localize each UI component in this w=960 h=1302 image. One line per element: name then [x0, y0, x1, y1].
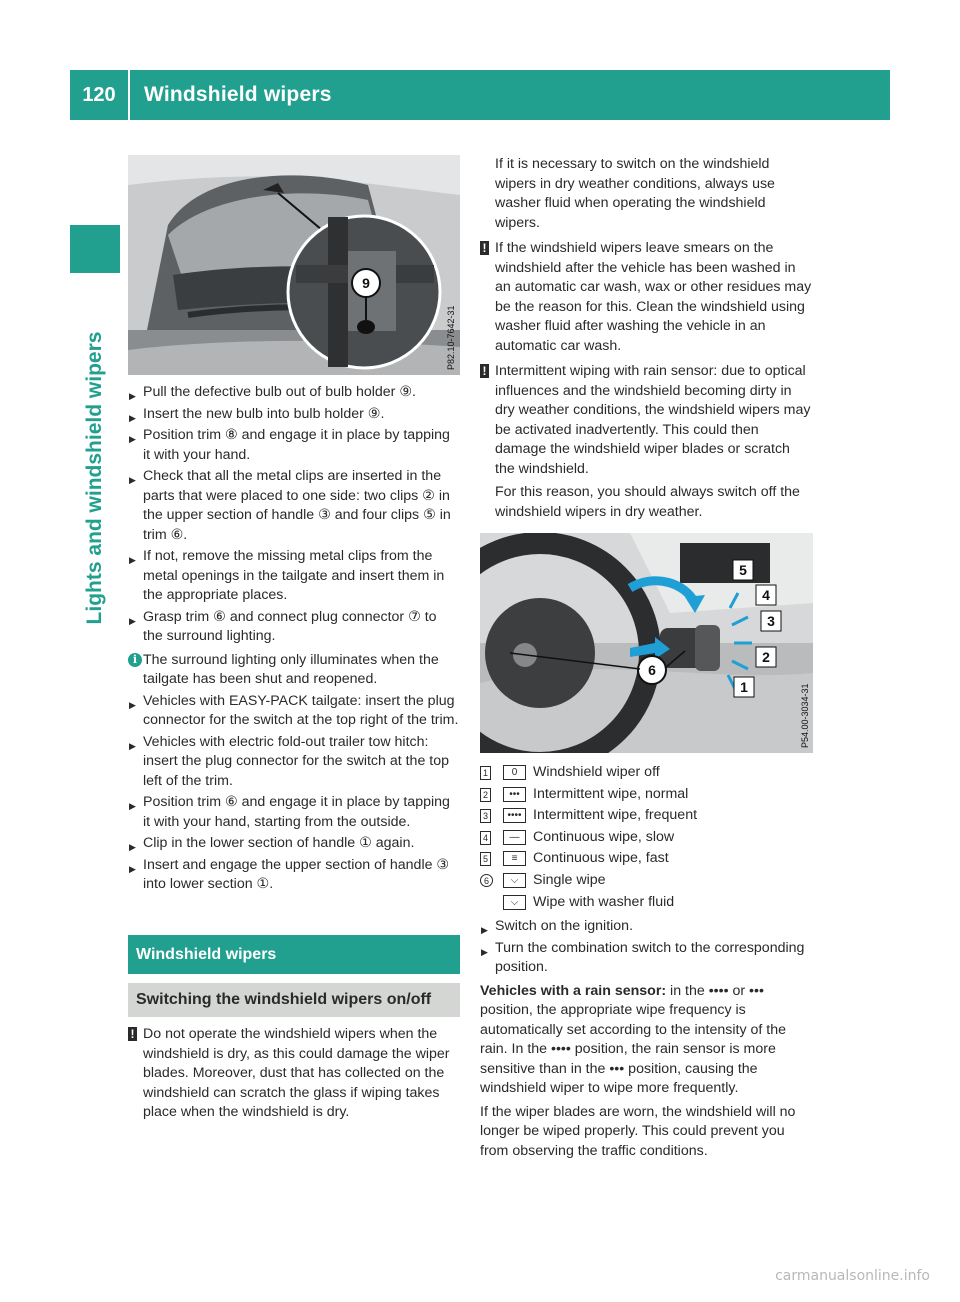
steps-list-b — [128, 692, 460, 895]
combination-switch-figure — [480, 533, 813, 753]
list-item: ▶ Pull the defective bulb out of bulb holder ⑨. — [128, 383, 460, 403]
list-item: ▶ Vehicles with EASY-PACK tailgate: insert the plug connector for the switch at the top right of the trim. — [128, 692, 460, 731]
left-column — [128, 155, 460, 1123]
legend-text: Intermittent wipe, frequent — [533, 807, 698, 824]
svg-text:9: 9 — [362, 275, 370, 291]
steps-list-c — [480, 917, 813, 978]
intermittent-frequent-icon: •••• — [503, 808, 526, 823]
tailgate-bulb-figure — [128, 155, 460, 375]
svg-text:2: 2 — [762, 649, 770, 665]
legend-number: 3 — [480, 809, 491, 823]
legend-row — [480, 785, 813, 807]
rain-sensor-paragraph — [480, 982, 813, 1099]
info-note — [128, 651, 460, 690]
svg-text:1: 1 — [740, 679, 748, 695]
closing-paragraph: If the wiper blades are worn, the windshield will no longer be wiped properly. This could prevent you from observing the traffic conditions. — [480, 1103, 796, 1159]
info-icon: i — [128, 653, 142, 667]
figure-code: P82.10-7642-31 — [446, 305, 456, 370]
chapter-tab-marker — [70, 225, 120, 273]
washer-fluid-icon: ⌵ — [503, 895, 526, 910]
subsection-heading: Switching the windshield wipers on/off — [128, 983, 460, 1017]
legend-text: Continuous wipe, fast — [533, 850, 669, 867]
svg-text:6: 6 — [648, 662, 656, 678]
list-item: ▶ If not, remove the missing metal clips from the metal openings in the tailgate and insert them in the appropriate places. — [128, 547, 460, 606]
legend-number: 2 — [480, 788, 491, 802]
legend-row — [480, 763, 813, 785]
legend-row — [480, 806, 813, 828]
steps-list-a — [128, 383, 460, 647]
warning-note — [480, 239, 813, 356]
single-wipe-icon: ⌵ — [503, 873, 526, 888]
list-item: ▶ Vehicles with electric fold-out trailer tow hitch: insert the plug connector for the switch at the top left of the trim. — [128, 733, 460, 792]
figure-code: P54.00-3034-31 — [800, 683, 810, 748]
steering-photo-svg — [480, 533, 813, 753]
legend-row — [480, 828, 813, 850]
list-item: ▶ Switch on the ignition. — [480, 917, 813, 937]
list-item: ▶ Turn the combination switch to the corresponding position. — [480, 939, 813, 978]
svg-text:3: 3 — [767, 613, 775, 629]
section-heading: Windshield wipers — [128, 935, 460, 975]
warning-text: Intermittent wiping with rain sensor: due to optical influences and the windshield becoming dirty in dry weather conditions, the windshield wipers may be activated inadvertently. This could then damage the windshield wiper blades or scratch the windshield. — [495, 363, 811, 477]
warning-icon: ! — [128, 1027, 137, 1041]
page-number: 120 — [82, 83, 116, 106]
site-watermark: carmanualsonline.info — [775, 1268, 930, 1284]
intro-paragraph: If it is necessary to switch on the windshield wipers in dry weather conditions, always use washer fluid when operating the windshield wipers. — [495, 156, 775, 231]
tailgate-photo-svg — [128, 155, 460, 375]
legend-row — [480, 871, 813, 893]
warning-continuation: For this reason, you should always switch off the windshield wipers in dry weather. — [495, 484, 800, 520]
list-item: ▶ Position trim ⑥ and engage it in place by tapping it with your hand, starting from the outside. — [128, 793, 460, 832]
svg-text:5: 5 — [739, 562, 747, 578]
rain-sensor-text: in the •••• or ••• position, the appropriate wipe frequency is automatically set according to the intensity of the rain. In the •••• position, the rain sensor is more sensitive than in the ••• position, causing the windshield wiper to wipe more frequently. — [480, 982, 786, 1097]
legend-number: 4 — [480, 831, 491, 845]
svg-text:4: 4 — [762, 587, 770, 603]
legend-number: 5 — [480, 852, 491, 866]
warning-text: Do not operate the windshield wipers when the windshield is dry, as this could damage the wiper blades. Moreover, dust that has collected on the windshield can scratch the glass if wiping takes place when the windshield is dry. — [143, 1026, 450, 1120]
chapter-tab-label: Lights and windshield wipers — [83, 331, 106, 625]
warning-icon: ! — [480, 364, 489, 378]
legend-row — [480, 893, 813, 915]
legend-text: Windshield wiper off — [533, 764, 660, 780]
legend-text: Single wipe — [533, 871, 606, 888]
intermittent-normal-icon: ••• — [503, 787, 526, 802]
list-item: ▶ Insert and engage the upper section of handle ③ into lower section ①. — [128, 856, 460, 895]
switch-position-legend — [480, 763, 813, 914]
right-column — [480, 155, 813, 1161]
warning-note — [128, 1025, 460, 1123]
list-item: ▶ Check that all the metal clips are inserted in the parts that were placed to one side: two clips ② in the upper section of handle ③ and four clips ⑤ in trim ⑥. — [128, 467, 460, 545]
info-note-text: The surround lighting only illuminates when the tailgate has been shut and reopened. — [143, 651, 439, 687]
page-header — [70, 70, 890, 120]
list-item: ▶ Position trim ⑧ and engage it in place by tapping it with your hand. — [128, 426, 460, 465]
wiper-off-icon: 0 — [503, 765, 526, 780]
warning-text: If the windshield wipers leave smears on the windshield after the vehicle has been washed in an automatic car wash, wax or other residues may be the reason for this. Clean the windshield using washer fluid after washing the vehicle in an automatic car wash. — [495, 240, 812, 354]
list-item: ▶ Insert the new bulb into bulb holder ⑨. — [128, 405, 460, 425]
legend-text: Intermittent wipe, normal — [533, 785, 689, 802]
legend-text: Wipe with washer fluid — [533, 893, 675, 910]
legend-number: 6 — [480, 874, 493, 887]
page-title: Windshield wipers — [144, 83, 332, 106]
legend-row — [480, 849, 813, 871]
rain-sensor-label: Vehicles with a rain sensor: — [480, 982, 667, 999]
legend-text: Continuous wipe, slow — [533, 828, 675, 845]
continuous-fast-icon: ≡ — [503, 851, 526, 866]
legend-number: 1 — [480, 766, 491, 780]
continuous-slow-icon: — — [503, 830, 526, 845]
warning-icon: ! — [480, 241, 489, 255]
list-item: ▶ Grasp trim ⑥ and connect plug connector ⑦ to the surround lighting. — [128, 608, 460, 647]
list-item: ▶ Clip in the lower section of handle ① again. — [128, 834, 460, 854]
warning-note — [480, 362, 813, 479]
